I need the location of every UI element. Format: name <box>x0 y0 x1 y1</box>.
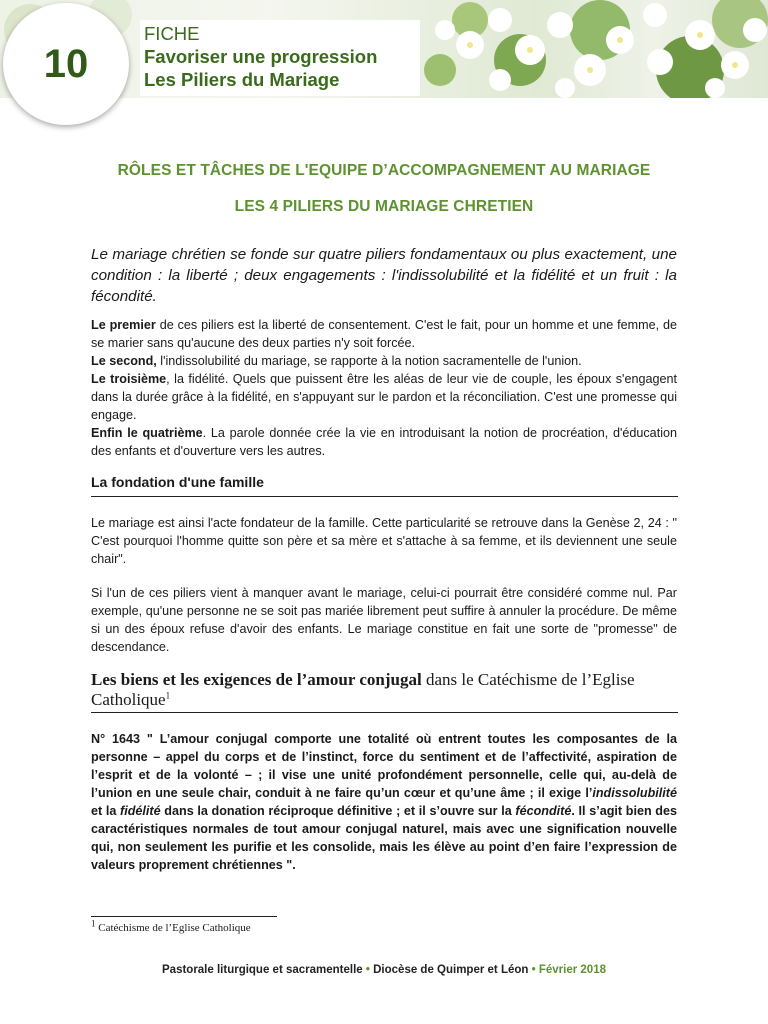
quote-part-d: . Il s’agit bien des caractéristiques normales de tout amour conjugal naturel, mais avec une signification nouvelle qui, non seulement les purifie et les consolide, mais les élève au point d’en faire l’expression de valeurs proprement chrétiennes ". <box>91 804 678 872</box>
fiche-number: 10 <box>43 41 89 86</box>
footer-pastorale: Pastorale liturgique et sacramentelle <box>162 964 363 976</box>
main-heading: RÔLES ET TÂCHES DE L'EQUIPE D’ACCOMPAGNEMENT AU MARIAGE <box>117 162 651 179</box>
section-catechisme-title-bold: Les biens et les exigences de l’amour conjugal <box>91 670 422 689</box>
pillar-3-label: Le troisième <box>91 372 167 386</box>
footnote-mark: 1 <box>91 918 96 929</box>
footnote <box>91 918 251 934</box>
pillar-2-label: Le second, <box>91 354 157 368</box>
famille-paragraph-1: Le mariage est ainsi l'acte fondateur de la famille. Cette particularité se retrouve dans la Genèse 2, 24 : " C'est pourquoi l'homme quitte son père et sa mère et s'attache à sa femme, et ils deviennent une seule chair". <box>91 516 677 566</box>
title-line-piliers: Les Piliers du Mariage <box>144 69 340 90</box>
pillar-1 <box>91 316 677 352</box>
quote-fidelite: fidélité <box>120 804 161 818</box>
quote-fecondite: fécondité <box>515 804 572 818</box>
title-line-progression: Favoriser une progression <box>144 46 378 67</box>
pillar-1-label: Le premier <box>91 318 156 332</box>
quote-part-b: et la <box>91 804 121 818</box>
pillar-4-text: . La parole donnée crée la vie en introduisant la notion de procréation, d'éducation des enfants et d'ouverture vers les autres. <box>91 426 677 458</box>
section-catechisme-title-rest: dans le Catéchisme de l’Eglise Catholique <box>91 670 635 709</box>
pillar-2-text: l'indissolubilité du mariage, se rapporte à la notion sacramentelle de l'union. <box>156 354 582 368</box>
footer-diocese: Diocèse de Quimper et Léon <box>373 964 529 976</box>
pillar-4-label: Enfin le quatrième <box>91 426 203 440</box>
section-famille-title: La fondation d'une famille <box>91 474 678 497</box>
footer-date: Février 2018 <box>538 964 606 976</box>
pillar-4 <box>91 424 677 460</box>
footer-separator-2: • <box>528 964 539 976</box>
catechisme-quote <box>91 730 677 874</box>
footer-separator-1: • <box>362 964 374 976</box>
title-box <box>140 20 420 96</box>
pillar-3 <box>91 370 677 424</box>
quote-indissolubilite: indissolubilité <box>592 786 677 800</box>
fiche-number-badge <box>3 3 129 125</box>
sub-heading: LES 4 PILIERS DU MARIAGE CHRETIEN <box>234 198 534 215</box>
pillar-2 <box>91 352 677 370</box>
famille-paragraph-2: Si l'un de ces piliers vient à manquer avant le mariage, celui-ci pourrait être considéré comme nul. Par exemple, qu'une personne ne se soit pas mariée librement peut suffire à annuler la procédure. De même si un des époux refuse d'avoir des enfants. Le mariage constitue en fait une sorte de "promesse" de descendance. <box>91 586 677 654</box>
pillar-3-text: , la fidélité. Quels que puissent être les aléas de leur vie de couple, les époux s'engagent dans la durée grâce à la fidélité, en s'appuyant sur le pardon et la réconciliation. C'est une promesse qui engage. <box>91 372 677 422</box>
footnote-reference[interactable]: 1 <box>165 690 171 701</box>
title-line-fiche: FICHE <box>144 23 200 44</box>
pillars-block <box>91 316 677 460</box>
pillar-1-text: de ces piliers est la liberté de consentement. C'est le fait, pour un homme et une femme, de se marier sans qu'aucune des deux parties n'y soit forcée. <box>91 318 677 350</box>
intro-paragraph: Le mariage chrétien se fonde sur quatre piliers fondamentaux ou plus exactement, une condition : la liberté ; deux engagements : l'indissolubilité et la fidélité et un fruit : la fécondité. <box>91 246 677 305</box>
footnote-text: Catéchisme de l’Eglise Catholique <box>95 922 251 934</box>
quote-part-c: dans la donation réciproque définitive ; et il s’ouvre sur la <box>160 804 516 818</box>
section-catechisme-title <box>91 670 678 713</box>
page-footer <box>0 964 768 976</box>
quote-part-a: N° 1643 " L’amour conjugal comporte une totalité où entrent toutes les composantes de la personne – appel du corps et de l’instinct, force du sentiment et de l’affectivité, aspiration de l’esprit et de la volonté – ; il vise une unité profondément personnelle, celle qui, au-delà de l’union en une seule chair, conduit à ne faire qu’un cœur et qu’une âme ; il exige l’ <box>91 732 677 800</box>
footnote-divider <box>91 916 277 917</box>
